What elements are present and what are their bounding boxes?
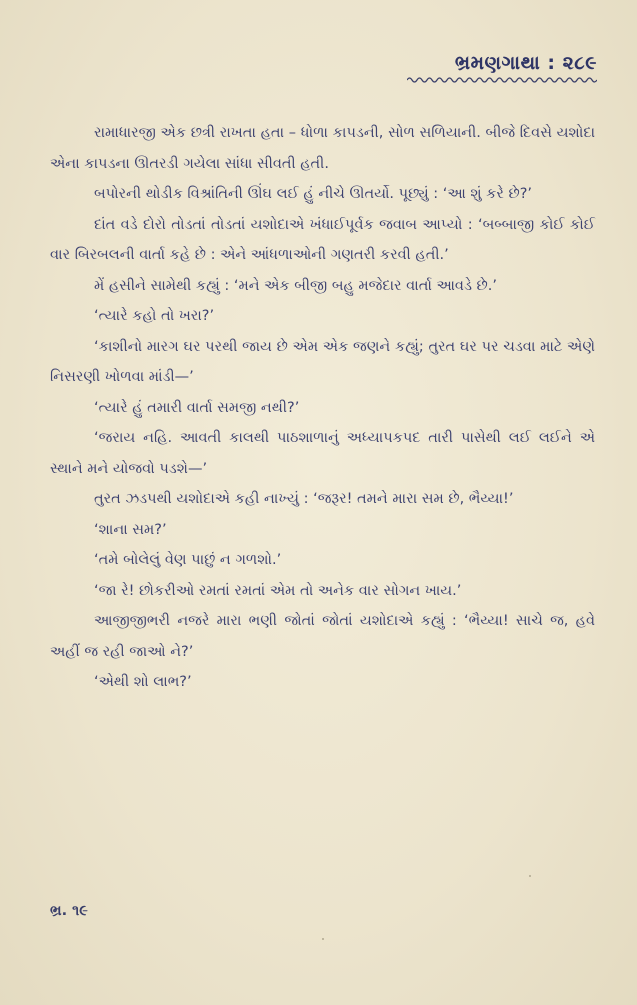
paragraph: ‘જા રે! છોકરીઓ રમતાં રમતાં એમ તો અનેક વાર સોગન ખાય.’ (94, 582, 462, 599)
paper-speck (529, 875, 531, 877)
paragraph: ‘એથી શો લાભ?’ (94, 674, 192, 690)
running-header (407, 52, 597, 84)
paragraph: મેં હસીને સામેથી કહ્યું : ‘મને એક બીજી બહુ મજેદાર વાર્તા આવડે છે.’ (94, 277, 497, 294)
paper-speck (322, 938, 324, 940)
paragraph: દાંત વડે દોરો તોડતાં તોડતાં યશોદાએ ખંધાઈપૂર્વક જવાબ આપ્યો : ‘બબ્બાજી કોઈ કોઈ વાર બિરબલની વાર્તા કહે છે : એને આંધળાઓની ગણતરી કરવી હતી.’ (50, 216, 595, 263)
paragraph: રામાધારજી એક છત્રી રાખતા હતા – ધોળા કાપડની, સોળ સળિયાની. બીજે દિવસે યશોદા એના કાપડના ઊતરડી ગયેલા સાંધા સીવતી હતી. (50, 125, 595, 172)
paragraph: ‘ત્યારે હું તમારી વાર્તા સમજી નથી?’ (94, 399, 300, 416)
wavy-underline-ornament (407, 76, 597, 84)
paragraph: ‘શાના સમ?’ (94, 521, 167, 538)
body-text (50, 118, 595, 698)
paragraph: ‘ત્યારે કહો તો ખરા?’ (94, 308, 215, 324)
paragraph: ‘જરાય નહિ. આવતી કાલથી પાઠશાળાનું અધ્યાપકપદ તારી પાસેથી લઈ લઈને એ સ્થાને મને યોજવો પડશે—’ (50, 430, 595, 477)
signature-mark: ભ્ર. ૧૯ (50, 903, 88, 919)
running-title: ભ્રમણગાથા : ૨૮૯ (454, 52, 597, 74)
paragraph: આજીજીભરી નજરે મારા ભણી જોતાં જોતાં યશોદાએ કહ્યું : ‘ભૈય્યા! સાચે જ, હવે અહીં જ રહી જાઓ ને?’ (50, 613, 595, 660)
paragraph: ‘કાશીનો મારગ ઘર પરથી જાય છે એમ એક જણને કહ્યું; તુરત ઘર પર ચડવા માટે એણે નિસરણી ખોળવા માંડી—’ (50, 338, 595, 385)
paragraph: બપોરની થોડીક વિશ્રાંતિની ઊંઘ લઈ હું નીચે ઊતર્યો. પૂછ્યું : ‘આ શું કરે છે?’ (94, 186, 533, 202)
paragraph: ‘તમે બોલેલું વેણ પાછું ન ગળશો.’ (94, 552, 282, 568)
paragraph: તુરત ઝડપથી યશોદાએ કહી નાખ્યું : ‘જરૂર! તમને મારા સમ છે, ભૈય્યા!’ (94, 491, 514, 507)
